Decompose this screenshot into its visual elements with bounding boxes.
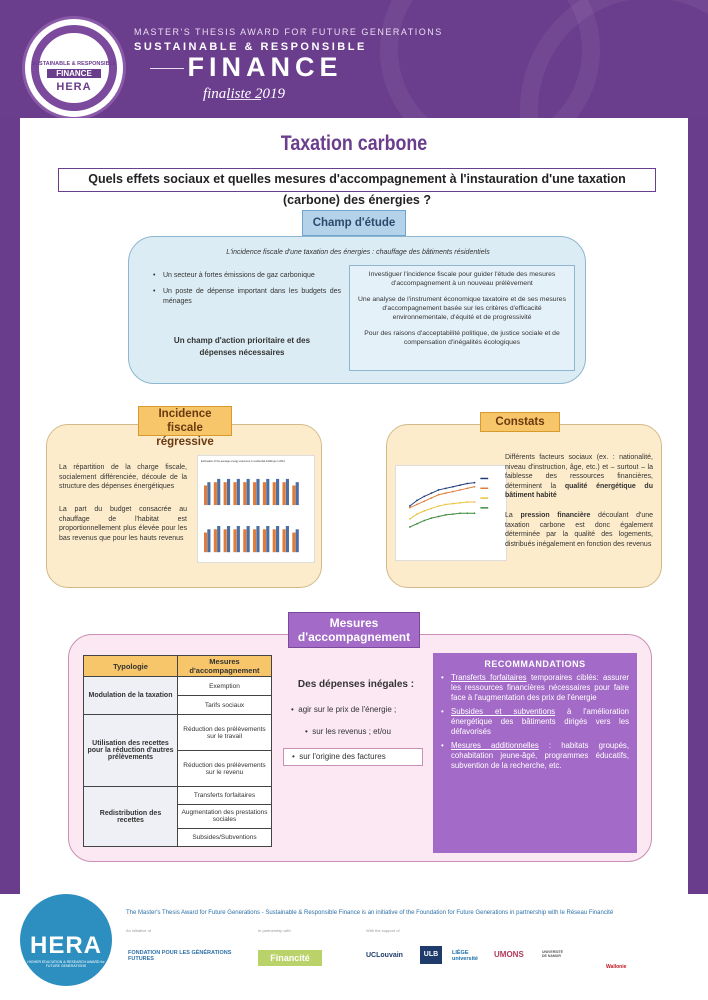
logo-uclouvain: UCLouvain [366,952,403,959]
research-question: Quels effets sociaux et quelles mesures d'accompagnement à l'instauration d'une taxation (carbone) des énergies ? [58,168,656,192]
award-line: MASTER'S THESIS AWARD FOR FUTURE GENERATIONS [134,27,443,37]
legend-swatch [480,488,488,489]
table-cell: Augmentation des prestations sociales [178,804,272,828]
champ-right-box [349,265,575,371]
constats-text2-pre: La [505,512,521,519]
table-row [84,656,272,677]
chart-title: Estimation of the average energy expenses in residential buildings in 2014 [201,459,285,463]
award-big-text: FINANCE [187,52,343,82]
bar [207,482,210,505]
bar [207,529,210,552]
depenses-item: • sur les revenus ; et/ou [305,727,391,736]
bar [286,479,289,505]
champ-zone [128,236,586,384]
series-point [431,492,433,494]
mesures-zone [68,634,652,862]
reco-item [441,707,629,737]
series-point [423,495,425,497]
table-row [84,787,272,805]
bar [227,526,230,552]
reco-item-text: : habitats groupés, cohabitation jeune-âgé, programmes éducatifs, subvention de la recherche, etc. [451,741,629,770]
reco-item-link: Subsides et subventions [451,707,556,716]
bar [214,529,217,552]
incidence-text1: La répartition de la charge fiscale, socialement différenciée, découle de la structure des dépenses énergétiques [59,464,187,490]
legend-swatch [480,478,488,479]
champ-right-text: Pour des raisons d'acceptabilité politique, de justice sociale et de compensation d'inégalités écologiques [364,330,560,346]
constats-text1-bold: qualité énergétique du bâtiment habité [505,482,653,499]
series-point [409,526,411,528]
incidence-label: Incidence fiscale régressive [138,406,232,436]
series-point [466,512,468,514]
mesures-label: Mesures d'accompagnement [288,612,420,648]
series-point [459,489,461,491]
award-big [134,52,354,114]
bar [276,479,279,505]
series-point [459,484,461,486]
bar [296,529,299,552]
depenses-item-text: agir sur le prix de l'énergie ; [298,705,397,714]
series-point [474,482,476,484]
champ-bold: Un champ d'action prioritaire et des dépenses nécessaires [173,336,311,357]
logo-financite: Financité [258,950,322,966]
depenses-title: Des dépenses inégales : [297,679,415,690]
reco-item-link: Mesures additionnelles [451,741,539,750]
series-point [416,523,418,525]
series-point [452,491,454,493]
champ-right-text: Investiguer l'incidence fiscale pour guider l'étude des mesures d'accompagnement à un nouveau prélèvement [368,271,556,287]
bar [214,482,217,505]
depenses-item: • agir sur le prix de l'énergie ; [291,705,397,714]
series-point [438,505,440,507]
bar [227,479,230,505]
series-point [409,507,411,509]
series-point [423,520,425,522]
bar [263,482,266,505]
series-line [410,513,475,527]
bar [276,526,279,552]
footer-caption: In partnership with [258,928,291,933]
poster-title: Taxation carbone [280,132,428,155]
recommandations-list [441,673,629,771]
series-point [459,502,461,504]
hera-logo-text: HERA [29,932,102,959]
depenses-item-text: sur les revenus ; et/ou [312,727,391,736]
table-cell: Subsides/Subventions [178,829,272,847]
bar [224,529,227,552]
table-header: Mesures d'accompagnement [178,656,272,677]
series-point [452,486,454,488]
bar [233,529,236,552]
series-point [452,513,454,515]
typologie-table [83,655,272,847]
series-point [474,512,476,514]
incidence-chart [197,455,315,563]
recommandations-box [433,653,637,853]
logo-umons: UMONS [494,950,524,959]
footer-initiative-line: The Master's Thesis Award for Future Generations - Sustainable & Responsible Finance is an initiative of the Foundation for Future Generations in partnership with le Réseau Financité [126,910,614,916]
reco-item-text: à l'amélioration énergétique des bâtiments dirigés vers les défavorisés [451,707,629,736]
bar [204,485,207,505]
series-line [410,487,475,508]
depenses-item-text: sur l'origine des factures [299,752,386,761]
bar [224,482,227,505]
hera-logo-small: HIGHER EDUCATION & RESEARCH AWARD for FUTURE GENERATIONS [27,960,105,968]
series-point [438,489,440,491]
series-point [445,487,447,489]
series-point [466,487,468,489]
bar [256,479,259,505]
legend-swatch [480,497,488,498]
table-row [84,715,272,751]
incidence-text2: La part du budget consacrée au chauffage de l'habitat est proportionnellement plus élevée pour les bas revenus que pour les hauts revenus [59,506,187,542]
series-point [438,516,440,518]
table-cell: Transferts forfaitaires [178,787,272,805]
series-point [416,500,418,502]
table-category: Modulation de la taxation [84,677,178,715]
logo-wallonie: Wallonie [606,964,627,970]
constats-text2-post: découlant d'une taxation carbone est donc également déterminée par la qualité des logements, distribués inégalement en fonction des revenus [505,512,653,548]
champ-intro: L'incidence fiscale d'une taxation des énergies : chauffage des bâtiments résidentiels [226,249,490,256]
badge-finance-text: FINANCE [47,69,101,78]
bar [296,482,299,505]
constats-label: Constats [480,412,560,432]
series-point [474,501,476,503]
badge-ring [31,25,117,111]
series-point [452,503,454,505]
series-point [466,483,468,485]
bar [243,529,246,552]
table-header: Typologie [84,656,178,677]
bar [292,485,295,505]
constats-text1 [505,453,653,501]
poster-panel [20,118,688,894]
bar [256,526,259,552]
series-point [466,501,468,503]
bar [283,482,286,505]
constats-text2-bold: pression financière [520,512,591,519]
header [0,0,708,118]
bar [283,529,286,552]
series-point [416,513,418,515]
table-cell: Exemption [178,677,272,696]
reco-item-link: Transferts forfaitaires [451,673,527,682]
depenses-item-box: • sur l'origine des factures [283,748,423,766]
bar [286,526,289,552]
series-point [416,504,418,506]
series-point [423,500,425,502]
bar [273,482,276,505]
bars-group-top [204,479,299,505]
bar [266,526,269,552]
footer-caption: With the support of [366,928,400,933]
recommandations-title: RECOMMANDATIONS [484,659,586,669]
bars-group-bottom [204,526,299,552]
bar [204,533,207,553]
legend-swatch [480,507,488,508]
series-point [445,514,447,516]
series-point [431,497,433,499]
champ-label: Champ d'étude [302,210,406,236]
badge-hera-text: HERA [56,81,92,93]
table-cell: Tarifs sociaux [178,696,272,715]
logo-liege: LIÈGE université [452,950,478,962]
bar [247,479,250,505]
bar [266,479,269,505]
series-point [445,492,447,494]
constats-zone [386,424,662,588]
series-point [459,512,461,514]
table-category: Utilisation des recettes pour la réduction d'autres prélèvements [84,715,178,787]
bar [233,482,236,505]
champ-bullets [153,271,341,313]
finaliste-text: finaliste 2019 [202,86,286,102]
series-line [410,502,475,519]
series-point [438,494,440,496]
constats-text2 [505,511,653,549]
reco-item [441,741,629,771]
table-row [84,677,272,696]
champ-right-text: Une analyse de l'instrument économique taxatoire et de ses mesures d'accompagnement basée sur les critères d'efficacité environnementale, d'équité et de progressivité [358,296,566,321]
logo-ulb: ULB [420,946,442,964]
bar [292,533,295,553]
table-cell: Réduction des prélèvements sur le revenu [178,751,272,787]
bar [243,482,246,505]
logo-namur: UNIVERSITÉ DE NAMUR [542,950,564,958]
bar [237,526,240,552]
lines-group [409,478,488,528]
champ-bullet: • Un secteur à fortes émissions de gaz carbonique [153,271,341,281]
reco-item [441,673,629,703]
footer [0,894,708,1000]
reco-item-text: temporaires ciblés: assurer les ressources financières nécessaires pour faire face à l'augmentation des prix de l'énergie [451,673,630,702]
series-point [409,505,411,507]
bar [273,529,276,552]
hera-logo [20,894,112,986]
badge-top-text: SUSTAINABLE & RESPONSIBLE [31,61,117,67]
series-point [409,518,411,520]
bar [247,526,250,552]
logo-fondation: FONDATION POUR LES GÉNÉRATIONS FUTURES [128,950,232,962]
series-point [431,517,433,519]
award-badge [22,16,126,118]
bar [263,529,266,552]
constats-chart [395,465,507,561]
footer-caption: An initiative of [126,928,151,933]
series-point [423,510,425,512]
series-point [431,508,433,510]
table-category: Redistribution des recettes [84,787,178,847]
series-point [474,486,476,488]
constats-text1-plain: Différents facteurs sociaux (ex. : nationalité, niveau d'instruction, âge, etc.) et – surtout – la faiblesse des ressources financières, déterminent la [505,454,653,490]
bar [217,479,220,505]
bar [253,529,256,552]
bar [237,479,240,505]
champ-bullet: • Un poste de dépense important dans les budgets des ménages [153,287,341,307]
series-point [445,504,447,506]
award-sub: SUSTAINABLE & RESPONSIBLE [134,41,367,53]
bar [217,526,220,552]
bar [253,482,256,505]
table-cell: Réduction des prélèvements sur le travail [178,715,272,751]
